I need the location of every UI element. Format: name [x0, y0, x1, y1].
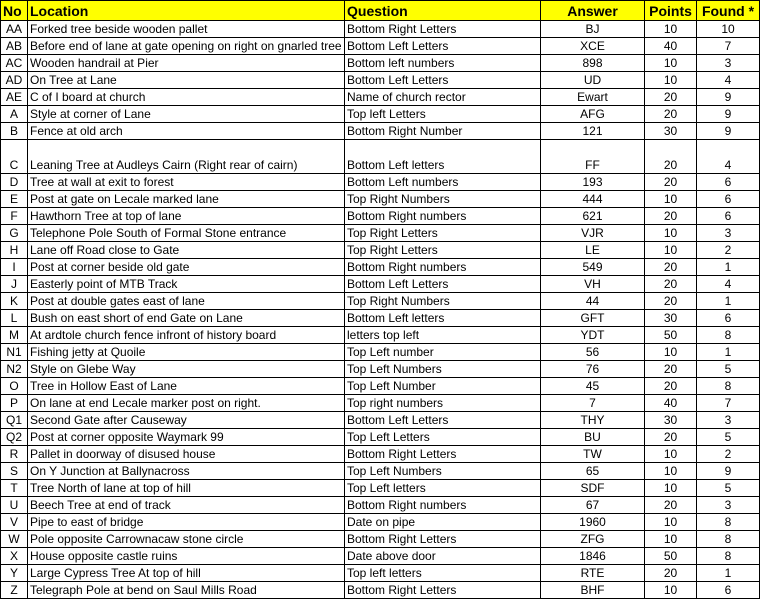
cell-location: Beech Tree at end of track — [28, 497, 345, 514]
table-row — [1, 140, 760, 174]
cell-answer: SDF — [541, 480, 645, 497]
table-row — [1, 514, 760, 531]
cell-answer: BHF — [541, 582, 645, 599]
header-location: Location — [28, 1, 345, 21]
cell-location: Telegraph Pole at bend on Saul Mills Road — [28, 582, 345, 599]
cell-answer: TW — [541, 446, 645, 463]
cell-location: Post at corner beside old gate — [28, 259, 345, 276]
cell-location: On lane at end Lecale marker post on right. — [28, 395, 345, 412]
cell-location: On Tree at Lane — [28, 72, 345, 89]
cell-question: Top Right Numbers — [345, 293, 541, 310]
cell-answer: 45 — [541, 378, 645, 395]
cell-answer: 67 — [541, 497, 645, 514]
cell-no: D — [1, 174, 28, 191]
table-row — [1, 497, 760, 514]
cell-question: Bottom Left Letters — [345, 38, 541, 55]
header-found: Found * — [697, 1, 760, 21]
cell-question: Top Left Letters — [345, 429, 541, 446]
cell-found: 3 — [697, 497, 760, 514]
cell-answer: LE — [541, 242, 645, 259]
table-row — [1, 344, 760, 361]
table-row — [1, 361, 760, 378]
cell-location: Post at gate on Lecale marked lane — [28, 191, 345, 208]
cell-question: Top left Letters — [345, 106, 541, 123]
cell-answer: 56 — [541, 344, 645, 361]
cell-points: 20 — [645, 429, 697, 446]
cell-points: 20 — [645, 106, 697, 123]
cell-answer: VJR — [541, 225, 645, 242]
cell-answer: AFG — [541, 106, 645, 123]
cell-answer: ZFG — [541, 531, 645, 548]
cell-found: 7 — [697, 38, 760, 55]
cell-location: Tree in Hollow East of Lane — [28, 378, 345, 395]
cell-points: 20 — [645, 140, 697, 174]
cell-question: Date above door — [345, 548, 541, 565]
cell-answer: 76 — [541, 361, 645, 378]
table-row — [1, 378, 760, 395]
table-row — [1, 276, 760, 293]
cell-no: P — [1, 395, 28, 412]
cell-question: Bottom Right Letters — [345, 446, 541, 463]
cell-points: 20 — [645, 276, 697, 293]
cell-points: 20 — [645, 497, 697, 514]
cell-points: 10 — [645, 582, 697, 599]
cell-answer: XCE — [541, 38, 645, 55]
cell-no: F — [1, 208, 28, 225]
table-row — [1, 242, 760, 259]
cell-answer: 1960 — [541, 514, 645, 531]
cell-answer: THY — [541, 412, 645, 429]
cell-location: Style on Glebe Way — [28, 361, 345, 378]
cell-no: Q2 — [1, 429, 28, 446]
cell-found: 1 — [697, 259, 760, 276]
cell-answer: BU — [541, 429, 645, 446]
cell-no: AE — [1, 89, 28, 106]
cell-found: 5 — [697, 361, 760, 378]
cell-no: J — [1, 276, 28, 293]
cell-question: Name of church rector — [345, 89, 541, 106]
cell-question: Bottom Left Letters — [345, 276, 541, 293]
cell-no: A — [1, 106, 28, 123]
table-body — [1, 21, 760, 599]
cell-points: 50 — [645, 548, 697, 565]
cell-question: Bottom Right Letters — [345, 582, 541, 599]
cell-question: Bottom Left letters — [345, 140, 541, 174]
table-row — [1, 123, 760, 140]
cell-found: 8 — [697, 514, 760, 531]
cell-points: 10 — [645, 55, 697, 72]
cell-points: 20 — [645, 259, 697, 276]
cell-question: Bottom Right Letters — [345, 21, 541, 38]
cell-no: G — [1, 225, 28, 242]
cell-answer: 193 — [541, 174, 645, 191]
cell-no: H — [1, 242, 28, 259]
cell-answer: 121 — [541, 123, 645, 140]
cell-no: W — [1, 531, 28, 548]
cell-answer: 898 — [541, 55, 645, 72]
cell-location: Second Gate after Causeway — [28, 412, 345, 429]
cell-location: Fishing jetty at Quoile — [28, 344, 345, 361]
table-row — [1, 106, 760, 123]
table-row — [1, 293, 760, 310]
cell-location: Before end of lane at gate opening on right on gnarled tree — [28, 38, 345, 55]
cell-location: Wooden handrail at Pier — [28, 55, 345, 72]
cell-found: 4 — [697, 140, 760, 174]
cell-question: Top Right Letters — [345, 225, 541, 242]
cell-found: 1 — [697, 565, 760, 582]
cell-location: C of I board at church — [28, 89, 345, 106]
table-row — [1, 446, 760, 463]
cell-points: 10 — [645, 480, 697, 497]
cell-location: Fence at old arch — [28, 123, 345, 140]
cell-found: 6 — [697, 191, 760, 208]
cell-question: Date on pipe — [345, 514, 541, 531]
cell-found: 9 — [697, 463, 760, 480]
cell-answer: FF — [541, 140, 645, 174]
table-row — [1, 174, 760, 191]
cell-answer: 444 — [541, 191, 645, 208]
cell-question: Bottom Right numbers — [345, 208, 541, 225]
cell-no: M — [1, 327, 28, 344]
cell-no: R — [1, 446, 28, 463]
table-row — [1, 72, 760, 89]
cell-location: Bush on east short of end Gate on Lane — [28, 310, 345, 327]
cell-points: 40 — [645, 38, 697, 55]
cell-location: Telephone Pole South of Formal Stone entrance — [28, 225, 345, 242]
cell-location: Style at corner of Lane — [28, 106, 345, 123]
cell-no: AA — [1, 21, 28, 38]
header-points: Points — [645, 1, 697, 21]
cell-no: V — [1, 514, 28, 531]
cell-answer: YDT — [541, 327, 645, 344]
cell-found: 8 — [697, 327, 760, 344]
cell-location: Pole opposite Carrownacaw stone circle — [28, 531, 345, 548]
cell-found: 4 — [697, 276, 760, 293]
cell-location: Tree North of lane at top of hill — [28, 480, 345, 497]
cell-found: 5 — [697, 429, 760, 446]
cell-location: Post at corner opposite Waymark 99 — [28, 429, 345, 446]
cell-location: Lane off Road close to Gate — [28, 242, 345, 259]
cell-location: Hawthorn Tree at top of lane — [28, 208, 345, 225]
cell-answer: 549 — [541, 259, 645, 276]
cell-points: 10 — [645, 21, 697, 38]
cell-question: Bottom Right Letters — [345, 531, 541, 548]
cell-points: 10 — [645, 514, 697, 531]
cell-question: Top left letters — [345, 565, 541, 582]
cell-answer: 1846 — [541, 548, 645, 565]
cell-location: On Y Junction at Ballynacross — [28, 463, 345, 480]
cell-found: 1 — [697, 344, 760, 361]
header-row — [1, 1, 760, 21]
cell-no: S — [1, 463, 28, 480]
cell-answer: RTE — [541, 565, 645, 582]
table-row — [1, 310, 760, 327]
cell-found: 8 — [697, 531, 760, 548]
cell-no: T — [1, 480, 28, 497]
cell-found: 3 — [697, 55, 760, 72]
cell-no: K — [1, 293, 28, 310]
cell-question: Top Right Numbers — [345, 191, 541, 208]
table-row — [1, 89, 760, 106]
cell-no: L — [1, 310, 28, 327]
header-answer: Answer — [541, 1, 645, 21]
cell-question: letters top left — [345, 327, 541, 344]
cell-question: Bottom Left Letters — [345, 412, 541, 429]
cell-found: 6 — [697, 174, 760, 191]
cell-no: U — [1, 497, 28, 514]
cell-no: E — [1, 191, 28, 208]
cell-found: 6 — [697, 582, 760, 599]
cell-question: Top Left Number — [345, 378, 541, 395]
cell-question: Bottom Left Letters — [345, 72, 541, 89]
cell-location: At ardtole church fence infront of history board — [28, 327, 345, 344]
cell-found: 9 — [697, 106, 760, 123]
cell-found: 6 — [697, 310, 760, 327]
cell-points: 10 — [645, 225, 697, 242]
cell-question: Bottom Right Number — [345, 123, 541, 140]
cell-no: N1 — [1, 344, 28, 361]
cell-no: Y — [1, 565, 28, 582]
cell-location: Pallet in doorway of disused house — [28, 446, 345, 463]
cell-no: Q1 — [1, 412, 28, 429]
table-row — [1, 259, 760, 276]
cell-no: AC — [1, 55, 28, 72]
table-row — [1, 480, 760, 497]
table-row — [1, 225, 760, 242]
cell-location: Large Cypress Tree At top of hill — [28, 565, 345, 582]
cell-found: 5 — [697, 480, 760, 497]
table-row — [1, 208, 760, 225]
cell-location: House opposite castle ruins — [28, 548, 345, 565]
table-row — [1, 565, 760, 582]
cell-question: Top Left Numbers — [345, 361, 541, 378]
cell-location: Forked tree beside wooden pallet — [28, 21, 345, 38]
table-row — [1, 55, 760, 72]
table-row — [1, 582, 760, 599]
cell-found: 6 — [697, 208, 760, 225]
cell-points: 50 — [645, 327, 697, 344]
table-row — [1, 327, 760, 344]
cell-answer: 44 — [541, 293, 645, 310]
cell-found: 8 — [697, 548, 760, 565]
cell-answer: GFT — [541, 310, 645, 327]
cell-no: X — [1, 548, 28, 565]
cell-question: Bottom left numbers — [345, 55, 541, 72]
cell-no: AD — [1, 72, 28, 89]
table-row — [1, 21, 760, 38]
cell-found: 10 — [697, 21, 760, 38]
cell-answer: Ewart — [541, 89, 645, 106]
cell-location: Easterly point of MTB Track — [28, 276, 345, 293]
cell-question: Bottom Right numbers — [345, 497, 541, 514]
cell-points: 20 — [645, 293, 697, 310]
cell-question: Top Left letters — [345, 480, 541, 497]
table-row — [1, 395, 760, 412]
cell-points: 10 — [645, 72, 697, 89]
cell-no: C — [1, 140, 28, 174]
cell-points: 20 — [645, 378, 697, 395]
cell-points: 10 — [645, 531, 697, 548]
cell-location: Leaning Tree at Audleys Cairn (Right rear of cairn) — [28, 140, 345, 174]
cell-found: 9 — [697, 123, 760, 140]
table-row — [1, 531, 760, 548]
cell-points: 20 — [645, 565, 697, 582]
table-row — [1, 548, 760, 565]
cell-answer: VH — [541, 276, 645, 293]
cell-answer: 621 — [541, 208, 645, 225]
table-row — [1, 463, 760, 480]
cell-found: 7 — [697, 395, 760, 412]
cell-no: N2 — [1, 361, 28, 378]
header-no: No — [1, 1, 28, 21]
cell-points: 10 — [645, 344, 697, 361]
cell-points: 30 — [645, 310, 697, 327]
cell-points: 40 — [645, 395, 697, 412]
cell-question: Bottom Right numbers — [345, 259, 541, 276]
cell-found: 3 — [697, 412, 760, 429]
cell-location: Post at double gates east of lane — [28, 293, 345, 310]
cell-question: Bottom Left letters — [345, 310, 541, 327]
cell-location: Tree at wall at exit to forest — [28, 174, 345, 191]
cell-points: 30 — [645, 123, 697, 140]
cell-points: 10 — [645, 191, 697, 208]
cell-no: Z — [1, 582, 28, 599]
header-question: Question — [345, 1, 541, 21]
cell-no: I — [1, 259, 28, 276]
cell-points: 20 — [645, 89, 697, 106]
cell-question: Bottom Left numbers — [345, 174, 541, 191]
table-row — [1, 412, 760, 429]
cell-found: 9 — [697, 89, 760, 106]
cell-no: O — [1, 378, 28, 395]
cell-found: 2 — [697, 242, 760, 259]
cell-points: 20 — [645, 208, 697, 225]
cell-points: 10 — [645, 463, 697, 480]
cell-found: 8 — [697, 378, 760, 395]
cell-points: 10 — [645, 446, 697, 463]
cell-no: B — [1, 123, 28, 140]
cell-question: Top Left Numbers — [345, 463, 541, 480]
cell-found: 1 — [697, 293, 760, 310]
cell-answer: UD — [541, 72, 645, 89]
table-row — [1, 429, 760, 446]
cell-question: Top Left number — [345, 344, 541, 361]
cell-points: 20 — [645, 361, 697, 378]
table-row — [1, 191, 760, 208]
cell-question: Top Right Letters — [345, 242, 541, 259]
cell-points: 30 — [645, 412, 697, 429]
cell-found: 4 — [697, 72, 760, 89]
cell-answer: BJ — [541, 21, 645, 38]
cell-points: 10 — [645, 242, 697, 259]
cell-answer: 7 — [541, 395, 645, 412]
cell-answer: 65 — [541, 463, 645, 480]
cell-points: 20 — [645, 174, 697, 191]
cell-found: 2 — [697, 446, 760, 463]
table-row — [1, 38, 760, 55]
cell-location: Pipe to east of bridge — [28, 514, 345, 531]
cell-found: 3 — [697, 225, 760, 242]
cell-no: AB — [1, 38, 28, 55]
cell-question: Top right numbers — [345, 395, 541, 412]
